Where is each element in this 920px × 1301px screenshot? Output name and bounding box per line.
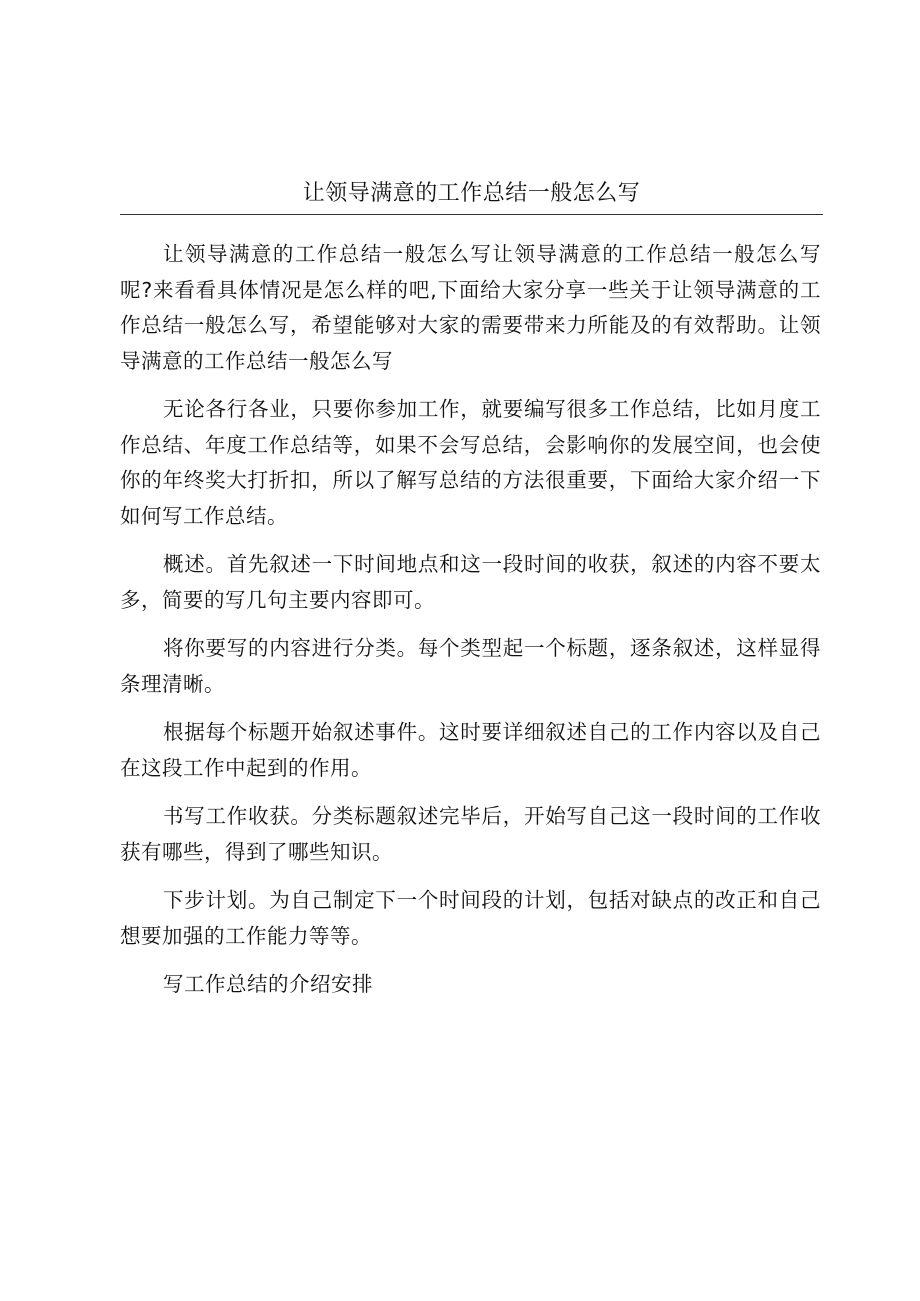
paragraph-gains: 书写工作收获。分类标题叙述完毕后，开始写自己这一段时间的工作收获有哪些，得到了哪些知识。 xyxy=(120,804,821,864)
paragraph-section-heading: 写工作总结的介绍安排 xyxy=(163,972,374,996)
paragraph-intro: 让领导满意的工作总结一般怎么写让领导满意的工作总结一般怎么写呢?来看看具体情况是怎么样的吧,下面给大家分享一些关于让领导满意的工作总结一般怎么写，希望能够对大家的需要带来力所能及的有效帮助。让领导满意的工作总结一般怎么写 xyxy=(120,242,821,373)
document-body xyxy=(120,237,821,1003)
paragraph-background: 无论各行各业，只要你参加工作，就要编写很多工作总结，比如月度工作总结、年度工作总结等，如果不会写总结，会影响你的发展空间，也会使你的年终奖大打折扣，所以了解写总结的方法很重要，下面给大家介绍一下如何写工作总结。 xyxy=(120,397,821,528)
title-underline xyxy=(120,214,823,215)
paragraph-categorize: 将你要写的内容进行分类。每个类型起一个标题，逐条叙述，这样显得条理清晰。 xyxy=(120,636,821,696)
paragraph-narrate-events: 根据每个标题开始叙述事件。这时要详细叙述自己的工作内容以及自己在这段工作中起到的作用。 xyxy=(120,720,821,780)
paragraph-overview: 概述。首先叙述一下时间地点和这一段时间的收获，叙述的内容不要太多，简要的写几句主要内容即可。 xyxy=(120,552,821,612)
document-title: 让领导满意的工作总结一般怎么写 xyxy=(302,181,641,206)
paragraph-next-plan: 下步计划。为自己制定下一个时间段的计划，包括对缺点的改正和自己想要加强的工作能力等等。 xyxy=(120,888,821,948)
